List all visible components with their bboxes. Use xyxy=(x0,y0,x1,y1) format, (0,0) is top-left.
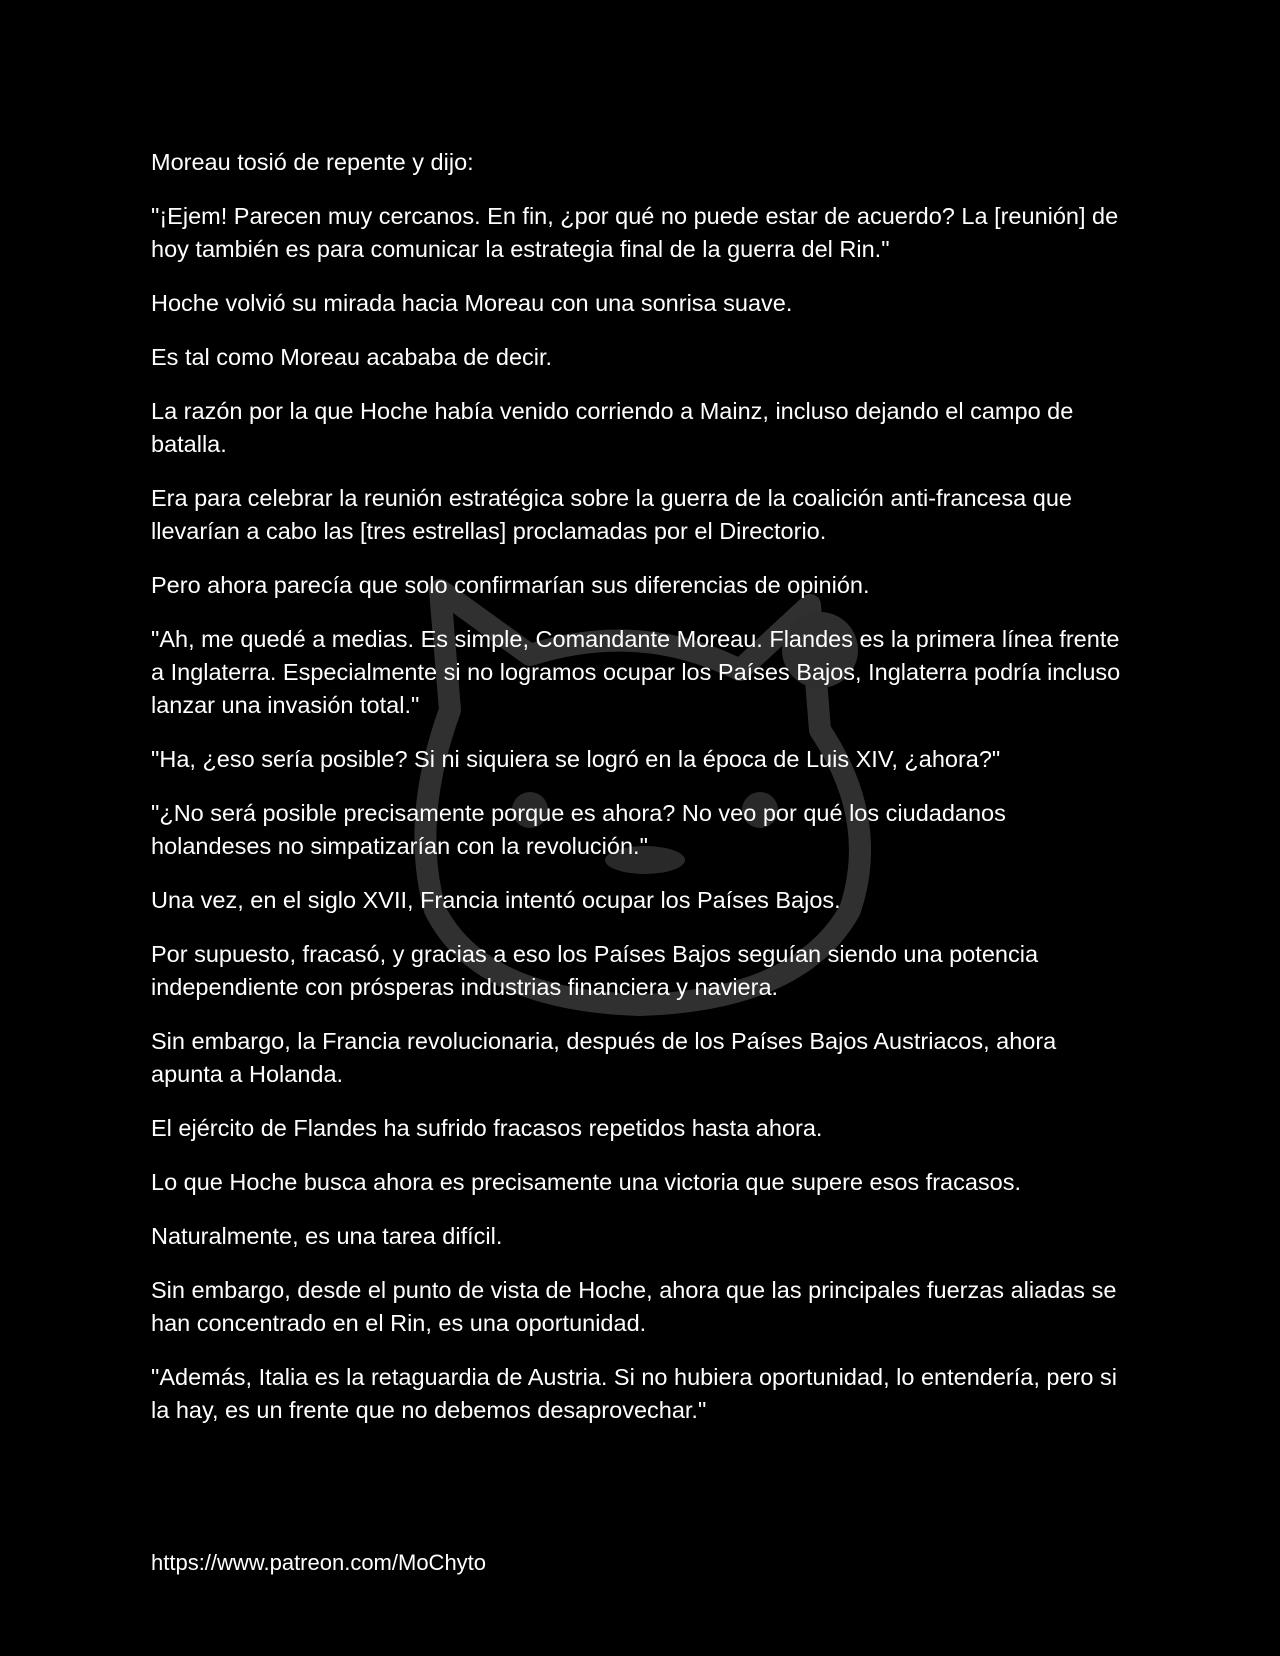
paragraph: La razón por la que Hoche había venido corriendo a Mainz, incluso dejando el campo de batalla. xyxy=(151,398,1074,457)
paragraph: "¡Ejem! Parecen muy cercanos. En fin, ¿por qué no puede estar de acuerdo? La [reunión] de hoy también es para comunicar la estrategia final de la guerra del Rin." xyxy=(151,203,1119,262)
paragraph: Sin embargo, la Francia revolucionaria, después de los Países Bajos Austriacos, ahora apunta a Holanda. xyxy=(151,1028,1057,1087)
paragraph: Pero ahora parecía que solo confirmarían sus diferencias de opinión. xyxy=(151,572,870,598)
paragraph: Lo que Hoche busca ahora es precisamente una victoria que supere esos fracasos. xyxy=(151,1169,1022,1195)
paragraph: Es tal como Moreau acababa de decir. xyxy=(151,344,553,370)
paragraph: Hoche volvió su mirada hacia Moreau con una sonrisa suave. xyxy=(151,290,793,316)
paragraph: "Además, Italia es la retaguardia de Austria. Si no hubiera oportunidad, lo entendería, pero si la hay, es un frente que no debemos desaprovechar." xyxy=(151,1364,1117,1423)
paragraph: Una vez, en el siglo XVII, Francia intentó ocupar los Países Bajos. xyxy=(151,887,841,913)
paragraph: "¿No será posible precisamente porque es ahora? No veo por qué los ciudadanos holandeses no simpatizarían con la revolución." xyxy=(151,800,1006,859)
paragraph: Por supuesto, fracasó, y gracias a eso los Países Bajos seguían siendo una potencia independiente con prósperas industrias financiera y naviera. xyxy=(151,941,1039,1000)
paragraph: Sin embargo, desde el punto de vista de Hoche, ahora que las principales fuerzas aliadas se han concentrado en el Rin, es una oportunidad. xyxy=(151,1277,1117,1336)
document-body xyxy=(151,146,1131,1448)
patreon-link[interactable]: https://www.patreon.com/MoChyto xyxy=(151,1550,487,1575)
paragraph: Naturalmente, es una tarea difícil. xyxy=(151,1223,503,1249)
paragraph: El ejército de Flandes ha sufrido fracasos repetidos hasta ahora. xyxy=(151,1115,823,1141)
paragraph: Moreau tosió de repente y dijo: xyxy=(151,149,474,175)
paragraph: "Ah, me quedé a medias. Es simple, Comandante Moreau. Flandes es la primera línea frente a Inglaterra. Especialmente si no logramos ocupar los Países Bajos, Inglaterra podría incluso lanzar una invasión total." xyxy=(151,626,1121,718)
paragraph: "Ha, ¿eso sería posible? Si ni siquiera se logró en la época de Luis XIV, ¿ahora?" xyxy=(151,746,1001,772)
paragraph: Era para celebrar la reunión estratégica sobre la guerra de la coalición anti-francesa que llevarían a cabo las [tres estrellas] proclamadas por el Directorio. xyxy=(151,485,1072,544)
